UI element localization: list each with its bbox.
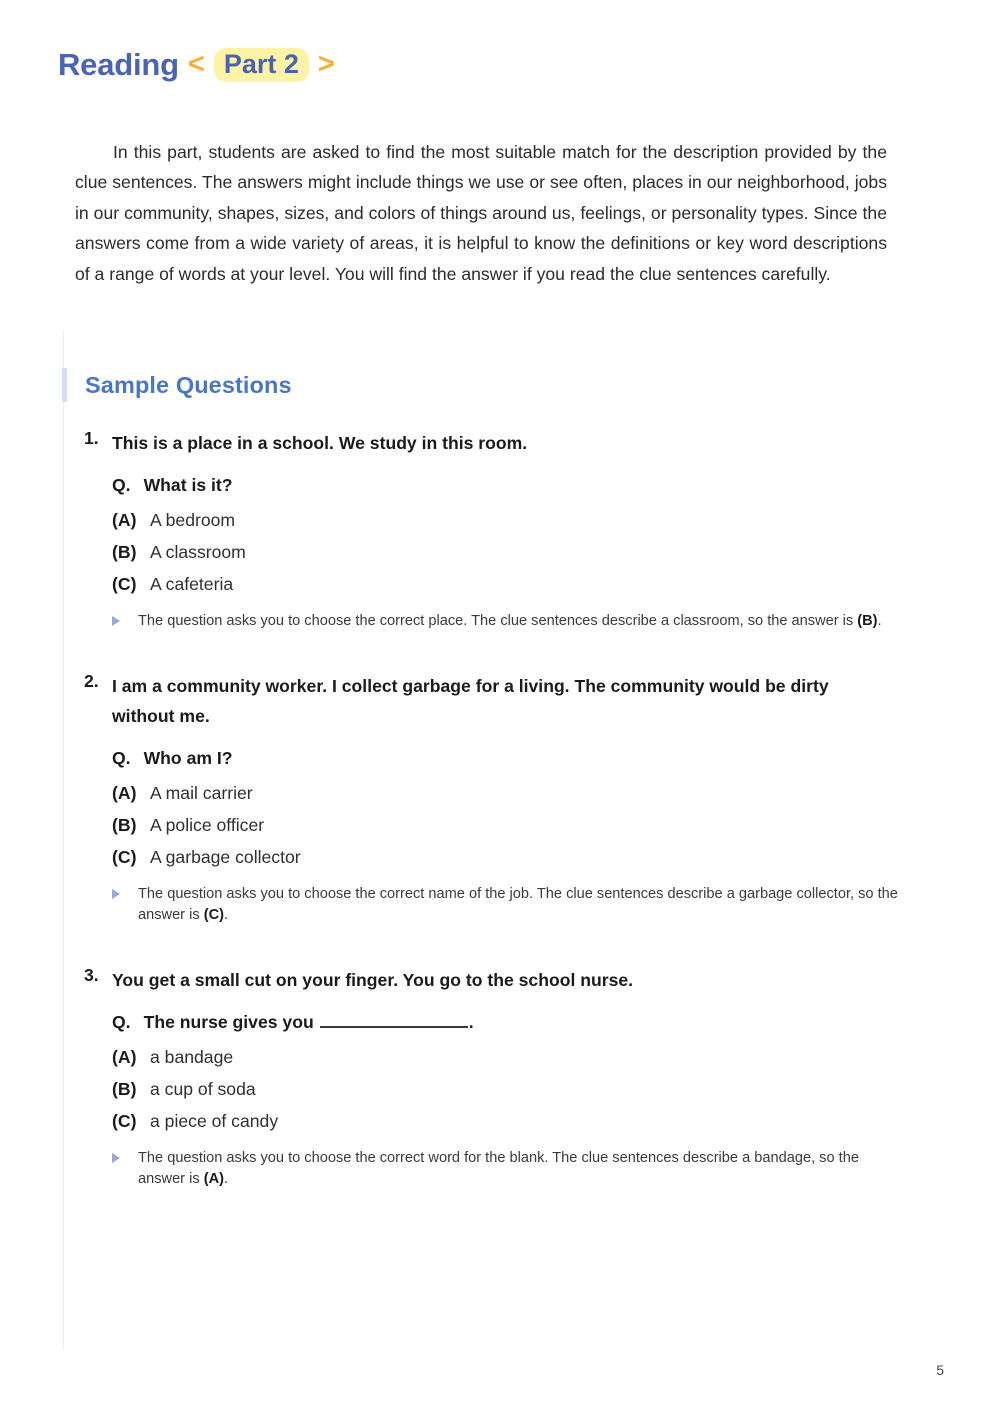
choices-list bbox=[0, 783, 1000, 868]
choice-option[interactable] bbox=[0, 510, 1000, 531]
question-stem bbox=[0, 428, 1000, 458]
choice-key: (A) bbox=[112, 1046, 137, 1067]
choice-key: (B) bbox=[112, 542, 137, 562]
choice-key: (A) bbox=[112, 782, 137, 803]
section-title: Sample Questions bbox=[85, 371, 292, 398]
explanation-answer: (C) bbox=[203, 907, 224, 923]
choice-key: (C) bbox=[112, 846, 137, 867]
choice-text: a cup of soda bbox=[150, 1078, 256, 1099]
section-accent-bar bbox=[62, 368, 67, 402]
chevron-right-icon: > bbox=[317, 47, 335, 80]
choice-option[interactable] bbox=[0, 542, 1000, 563]
explanation-post: . bbox=[223, 1171, 229, 1187]
choice-text: A classroom bbox=[150, 542, 246, 562]
explanation-block bbox=[0, 884, 1000, 927]
question-item bbox=[0, 428, 1000, 633]
choice-option[interactable] bbox=[0, 847, 1000, 868]
question-stem-text: This is a place in a school. We study in this room. bbox=[112, 433, 528, 453]
choice-key: (B) bbox=[112, 814, 137, 835]
choice-option[interactable] bbox=[0, 1111, 1000, 1132]
question-stem-text: I am a community worker. I collect garbage for a living. The community would be dirty without me. bbox=[112, 675, 829, 726]
choices-list bbox=[0, 1047, 1000, 1132]
question-prompt-label: Q. bbox=[112, 1011, 131, 1032]
choice-key: (C) bbox=[112, 574, 137, 594]
choice-text: A cafeteria bbox=[150, 574, 234, 594]
question-item bbox=[0, 671, 1000, 927]
choice-key: (A) bbox=[112, 510, 137, 530]
explanation-block bbox=[0, 611, 1000, 633]
choice-text: A mail carrier bbox=[150, 782, 253, 803]
sample-questions-heading bbox=[62, 368, 292, 402]
answer-blank bbox=[320, 1012, 468, 1028]
explanation-pre: The question asks you to choose the correct name of the job. The clue sentences describe a garbage collector, so the answer is bbox=[138, 885, 898, 923]
triangle-right-icon bbox=[112, 884, 138, 899]
explanation-text bbox=[138, 611, 882, 633]
question-item bbox=[0, 965, 1000, 1191]
choice-option[interactable] bbox=[0, 1079, 1000, 1100]
page-number: 5 bbox=[936, 1362, 944, 1378]
choice-key: (C) bbox=[112, 1110, 137, 1131]
question-prompt bbox=[0, 475, 1000, 496]
choice-text: a bandage bbox=[150, 1046, 234, 1067]
choice-text: a piece of candy bbox=[150, 1110, 279, 1131]
triangle-right-icon bbox=[112, 1148, 138, 1163]
choice-option[interactable] bbox=[0, 574, 1000, 595]
explanation-text bbox=[138, 1148, 900, 1191]
intro-paragraph: In this part, students are asked to find the most suitable match for the description provided by the clue sentences. The answers might include things we use or see often, places in our neighborhood, jobs in our community, shapes, sizes, and colors of things around us, feelings, or personality types. Since the answers come from a wide variety of areas, it is helpful to know the definitions or key word descriptions of a range of words at your level. You will find the answer if you read the clue sentences carefully. bbox=[75, 141, 887, 284]
question-stem bbox=[0, 671, 1000, 731]
question-number: 2. bbox=[84, 670, 99, 691]
choice-option[interactable] bbox=[0, 815, 1000, 836]
explanation-answer: (A) bbox=[203, 1171, 224, 1187]
chevron-left-icon: < bbox=[187, 47, 205, 80]
questions-list bbox=[0, 428, 1000, 1227]
page-header bbox=[58, 47, 335, 83]
triangle-right-icon bbox=[112, 611, 138, 626]
question-prompt-text: What is it? bbox=[143, 475, 233, 495]
question-prompt bbox=[0, 748, 1000, 769]
question-prompt-text: Who am I? bbox=[143, 747, 233, 768]
explanation-answer: (B) bbox=[857, 613, 878, 629]
choice-option[interactable] bbox=[0, 783, 1000, 804]
choices-list bbox=[0, 510, 1000, 595]
question-prompt bbox=[0, 1012, 1000, 1033]
choice-option[interactable] bbox=[0, 1047, 1000, 1068]
choice-key: (B) bbox=[112, 1078, 137, 1099]
question-prompt-text-after-blank: . bbox=[468, 1011, 474, 1032]
question-number: 1. bbox=[84, 428, 99, 448]
choice-text: A police officer bbox=[150, 814, 265, 835]
explanation-pre: The question asks you to choose the correct place. The clue sentences describe a classroom, so the answer is bbox=[138, 613, 858, 629]
explanation-block bbox=[0, 1148, 1000, 1191]
part-badge: Part 2 bbox=[214, 48, 309, 82]
choice-text: A garbage collector bbox=[150, 846, 301, 867]
explanation-post: . bbox=[877, 613, 882, 629]
explanation-post: . bbox=[223, 907, 229, 923]
question-prompt-label: Q. bbox=[112, 747, 131, 768]
question-stem-text: You get a small cut on your finger. You go to the school nurse. bbox=[112, 969, 634, 990]
question-prompt-label: Q. bbox=[112, 475, 131, 495]
explanation-text bbox=[138, 884, 900, 927]
choice-text: A bedroom bbox=[150, 510, 236, 530]
explanation-pre: The question asks you to choose the correct word for the blank. The clue sentences describe a bandage, so the answer is bbox=[138, 1149, 859, 1187]
question-number: 3. bbox=[84, 964, 99, 985]
question-stem bbox=[0, 965, 1000, 995]
question-prompt-text: The nurse gives you bbox=[143, 1011, 314, 1032]
page-title: Reading bbox=[58, 47, 179, 82]
